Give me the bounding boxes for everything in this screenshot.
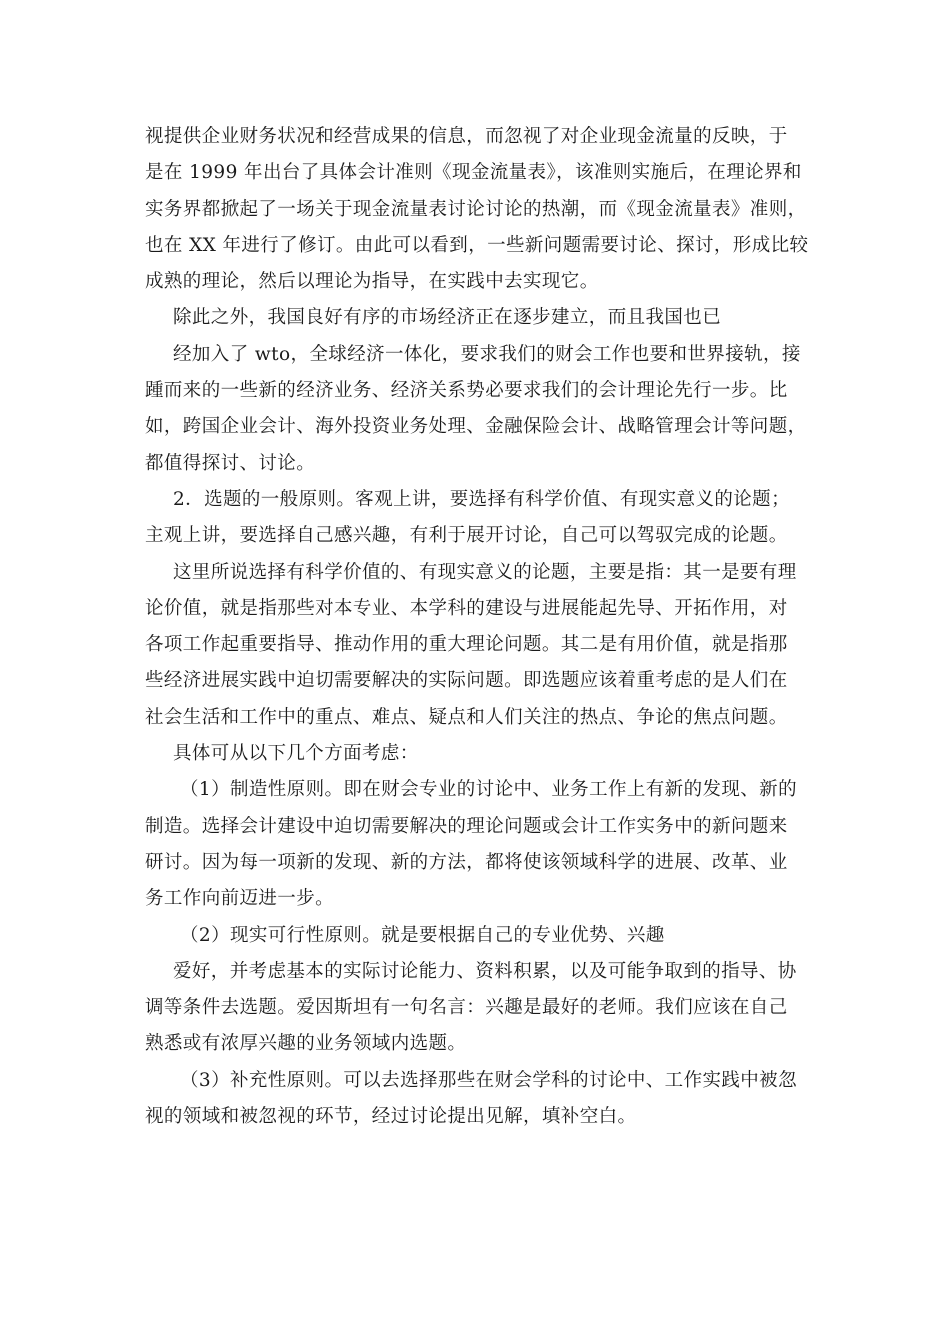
text-line: 视的领域和被忽视的环节，经过讨论提出见解，填补空白。 [145, 1106, 637, 1128]
text-line: （3）补充性原则。可以去选择那些在财会学科的讨论中、工作实践中被忽 [180, 1069, 797, 1091]
text-line: 如，跨国企业会计、海外投资业务处理、金融保险会计、战略管理会计等问题， [145, 416, 807, 438]
text-line: 爱好，并考虑基本的实际讨论能力、资料积累，以及可能争取到的指导、协 [173, 960, 797, 982]
text-line: 也在 XX 年进行了修订。由此可以看到，一些新问题需要讨论、探讨，形成比较 [145, 234, 809, 256]
text-line: 调等条件去选题。爱因斯坦有一句名言：兴趣是最好的老师。我们应该在自己 [145, 997, 788, 1019]
text-line: 各项工作起重要指导、推动作用的重大理论问题。其二是有用价值，就是指那 [145, 634, 788, 656]
document-body [145, 119, 810, 1135]
text-line: 论价值，就是指那些对本专业、本学科的建设与进展能起先导、开拓作用，对 [145, 597, 788, 619]
text-line: 视提供企业财务状况和经营成果的信息，而忽视了对企业现金流量的反映，于 [145, 126, 788, 147]
text-line: 2．选题的一般原则。客观上讲，要选择有科学价值、有现实意义的论题； [173, 488, 790, 510]
text-line: 些经济进展实践中迫切需要解决的实际问题。即选题应该着重考虑的是人们在 [145, 670, 788, 692]
text-line: 制造。选择会计建设中迫切需要解决的理论问题或会计工作实务中的新问题来 [145, 815, 788, 837]
text-line: 除此之外，我国良好有序的市场经济正在逐步建立，而且我国也已 [173, 307, 722, 329]
text-line: 成熟的理论，然后以理论为指导，在实践中去实现它。 [145, 271, 599, 293]
text-line: 主观上讲，要选择自己感兴趣，有利于展开讨论，自己可以驾驭完成的论题。 [145, 525, 788, 547]
text-line: 实务界都掀起了一场关于现金流量表讨论讨论的热潮，而《现金流量表》准则， [145, 198, 807, 220]
text-line: 社会生活和工作中的重点、难点、疑点和人们关注的热点、争论的焦点问题。 [145, 706, 788, 728]
text-line: 熟悉或有浓厚兴趣的业务领域内选题。 [145, 1033, 467, 1055]
text-line: 踵而来的一些新的经济业务、经济关系势必要求我们的会计理论先行一步。比 [145, 380, 788, 402]
text-line: 具体可从以下几个方面考虑： [173, 743, 419, 765]
text-line: （1）制造性原则。即在财会专业的讨论中、业务工作上有新的发现、新的 [180, 779, 797, 801]
text-line: 经加入了 wto，全球经济一体化，要求我们的财会工作也要和世界接轨，接 [173, 343, 801, 365]
text-line: （2）现实可行性原则。就是要根据自己的专业优势、兴趣 [180, 924, 665, 946]
text-line: 务工作向前迈进一步。 [145, 888, 335, 910]
text-line: 都值得探讨、讨论。 [145, 452, 316, 474]
text-line: 是在 1999 年出台了具体会计准则《现金流量表》，该准则实施后，在理论界和 [145, 162, 802, 184]
text-line: 这里所说选择有科学价值的、有现实意义的论题，主要是指：其一是要有理 [173, 561, 797, 583]
text-line: 研讨。因为每一项新的发现、新的方法，都将使该领域科学的进展、改革、业 [145, 851, 788, 873]
